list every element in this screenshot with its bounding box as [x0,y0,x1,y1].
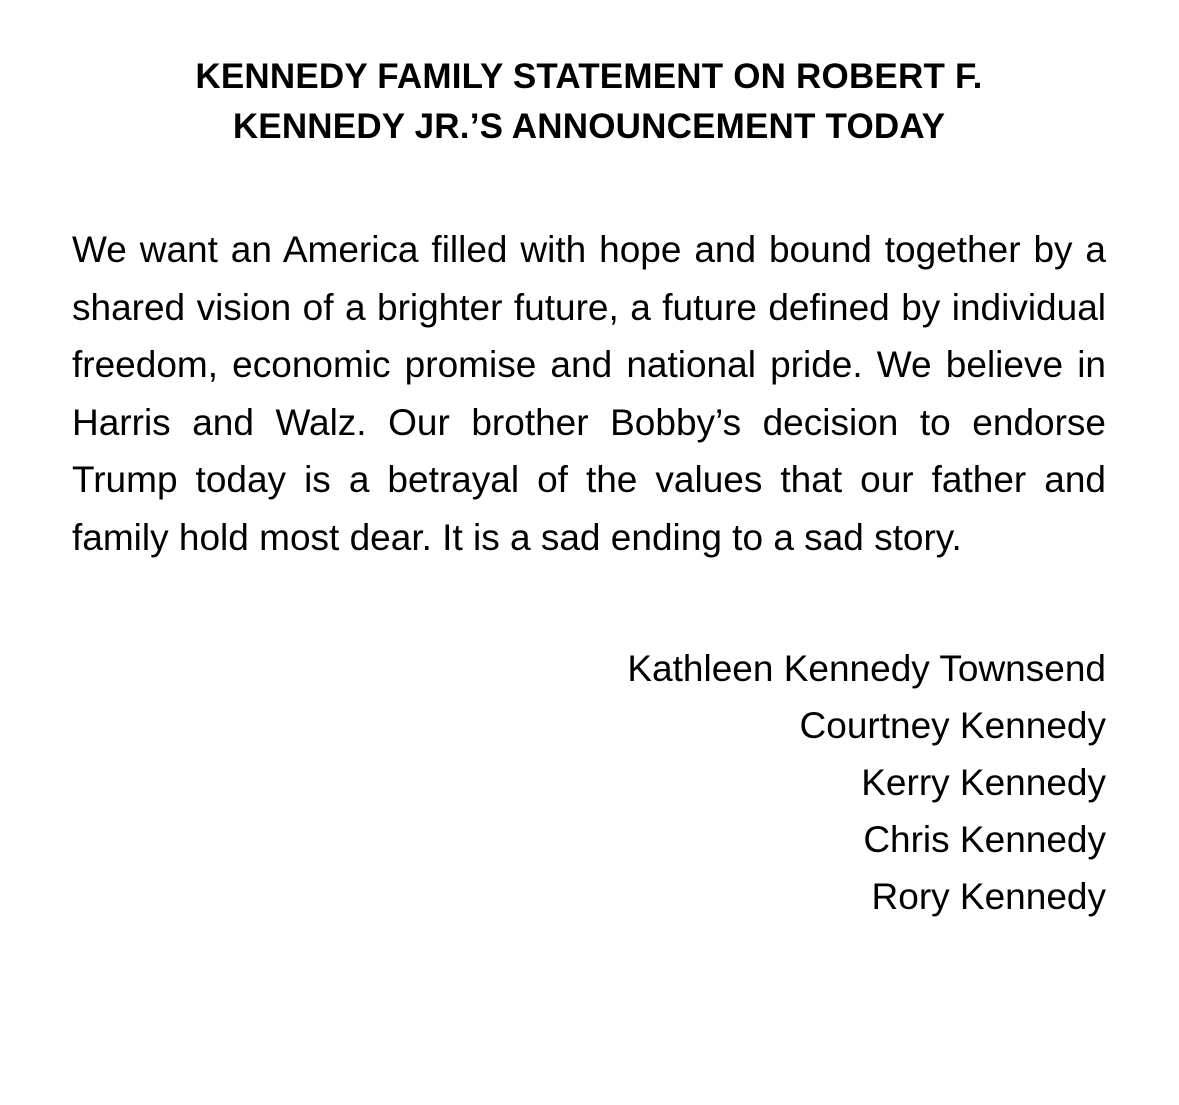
statement-document [72,0,1106,925]
signatory: Kathleen Kennedy Townsend [627,648,1106,689]
title-line-1: KENNEDY FAMILY STATEMENT ON ROBERT F. [195,57,983,96]
signatory: Courtney Kennedy [799,705,1106,746]
statement-title [72,52,1106,152]
signatories-list [72,640,1106,925]
signatory: Kerry Kennedy [861,762,1106,803]
signatory: Rory Kennedy [871,876,1106,917]
statement-body: We want an America filled with hope and bound together by a shared vision of a brighter future, a future defined by individual freedom, economic promise and national pride. We believe in Harris and Walz. Our brother Bobby’s decision to endorse Trump today is a betrayal of the values that our father and family hold most dear. It is a sad ending to a sad story. [72,229,1106,558]
signatory: Chris Kennedy [863,819,1106,860]
title-line-2: KENNEDY JR.’S ANNOUNCEMENT TODAY [232,107,946,146]
